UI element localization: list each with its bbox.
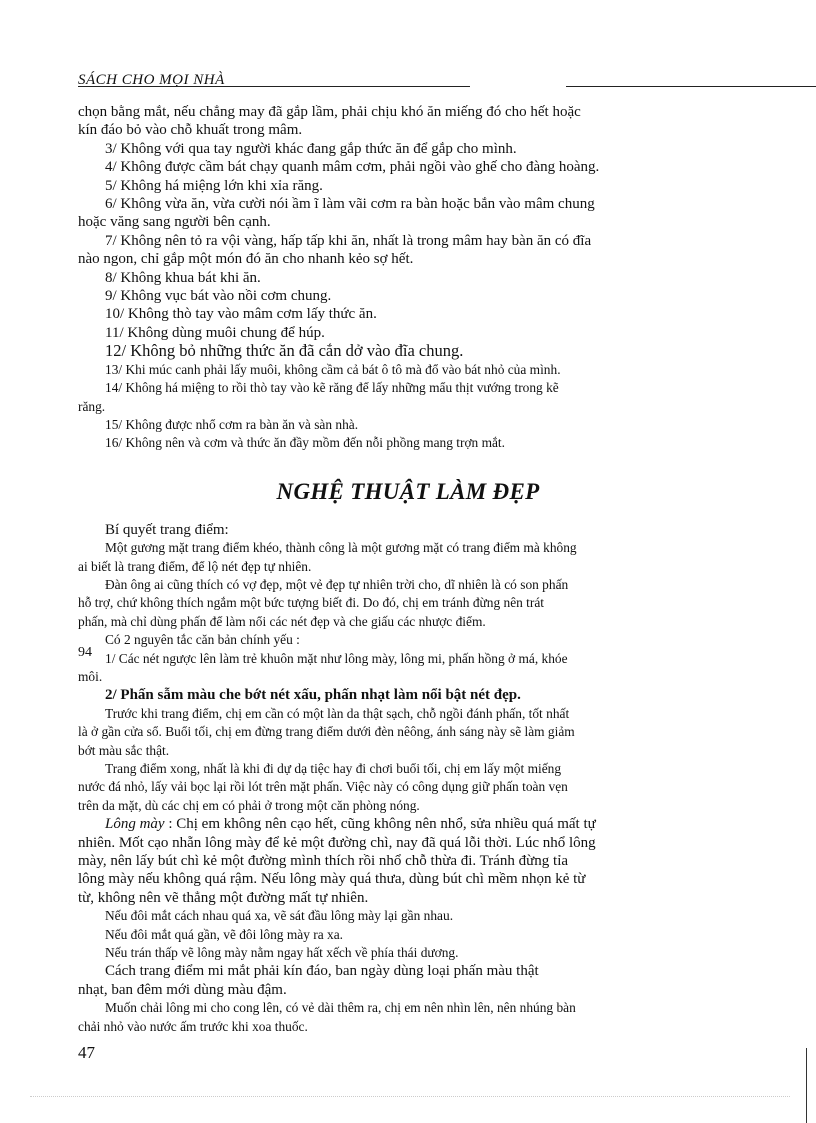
beauty-section-body [78, 521, 738, 1036]
marginal-number: 94 [78, 645, 92, 660]
text-line: 12/ Không bỏ những thức ăn đã cắn dở vào đĩa chung. [105, 342, 464, 361]
text-line: Một gương mặt trang điểm khéo, thành công là một gương mặt có trang điểm mà không [105, 540, 577, 556]
text-line: lông mày nếu không quá rậm. Nếu lông mày quá thưa, dùng bút chì mềm nhọn kẻ từ [78, 871, 586, 888]
text-line: bớt màu sắc thật. [78, 742, 170, 758]
text-line: 4/ Không được cầm bát chạy quanh mâm cơm, phải ngồi vào ghế cho đàng hoàng. [105, 159, 600, 176]
text-line: Đàn ông ai cũng thích có vợ đẹp, một vẻ đẹp tự nhiên trời cho, dĩ nhiên là có son phấn [105, 576, 569, 592]
text-line: Cách trang điểm mi mắt phải kín đáo, ban ngày dùng loại phấn màu thật [105, 963, 539, 980]
text-line: nhiên. Mốt cạo nhẵn lông mày để kẻ một đường chì, nay đã quá lỗi thời. Lúc nhổ lông [78, 834, 596, 851]
text-line: ai biết là trang điểm, để lộ nét đẹp tự nhiên. [78, 558, 312, 574]
text-line: 8/ Không khua bát khi ăn. [105, 269, 261, 286]
text-line: là ở gần cửa sổ. Buổi tối, chị em đừng trang điểm dưới đèn nêông, ánh sáng này sẽ làm giảm [78, 724, 575, 740]
text-line: Trước khi trang điểm, chị em cần có một làn da thật sạch, chỗ ngồi đánh phấn, tốt nhất [105, 705, 570, 721]
text-line: nào ngon, chỉ gắp một món đó ăn cho nhanh kẻo sợ hết. [78, 251, 414, 268]
text-line: trên da mặt, dù các chị em có phải ở trong một căn phòng nóng. [78, 797, 420, 813]
text-line: chải nhỏ vào nước ấm trước khi xoa thuốc. [78, 1018, 308, 1034]
text-line: nước đá nhỏ, lấy vải bọc lại rồi lót trên mặt phấn. Việc này có công dụng giữ phấn toàn vẹn [78, 779, 568, 795]
text-line: Muốn chải lông mi cho cong lên, có vẻ dài thêm ra, chị em nên nhìn lên, nên nhúng bàn [105, 1000, 576, 1016]
bottom-divider [30, 1096, 790, 1097]
text-line: 14/ Không há miệng to rồi thò tay vào kẽ răng để lấy những mẩu thịt vướng trong kẽ [105, 380, 559, 396]
text-line: 2/ Phấn sẫm màu che bớt nét xấu, phấn nhạt làm nổi bật nét đẹp. [105, 687, 521, 704]
text-line: 7/ Không nên tỏ ra vội vàng, hấp tấp khi ăn, nhất là trong mâm hay bàn ăn có đĩa [105, 232, 592, 249]
line-rest: : Chị em không nên cạo hết, cũng không nên nhổ, sửa nhiều quá mất tự [164, 816, 596, 833]
text-line: 13/ Khi múc canh phải lấy muôi, không cầm cả bát ô tô mà đổ vào bát nhỏ của mình. [105, 361, 561, 377]
text-line: chọn bằng mắt, nếu chẳng may đã gắp lầm, phải chịu khó ăn miếng đó cho hết hoặc [78, 104, 581, 120]
text-line: hỗ trợ, chứ không thích ngắm một bức tượng biết đi. Do đó, chị em tránh đừng nên trát [78, 595, 545, 611]
text-line: 16/ Không nên và cơm và thức ăn đầy mồm đến nỗi phồng mang trợn mắt. [105, 435, 505, 451]
header-rule-right [566, 86, 816, 87]
text-line: 11/ Không dùng muôi chung để húp. [105, 324, 325, 341]
text-line: Có 2 nguyên tắc căn bản chính yếu : [105, 632, 300, 648]
text-line: 10/ Không thò tay vào mâm cơm lấy thức ăn. [105, 306, 377, 323]
text-line: kín đáo bỏ vào chỗ khuất trong mâm. [78, 122, 303, 139]
header-rule-left [78, 86, 470, 87]
text-line: 15/ Không được nhổ cơm ra bàn ăn và sàn nhà. [105, 416, 359, 432]
text-line: Bí quyết trang điểm: [105, 521, 229, 538]
etiquette-list [78, 103, 738, 453]
text-line: Nếu đôi mắt quá gần, vẽ đôi lông mày ra xa. [105, 926, 343, 942]
text-line: Nếu trán thấp vẽ lông mày nằm ngay hất xếch về phía thái dương. [105, 945, 459, 961]
text-line: 1/ Các nét ngược lên làm trẻ khuôn mặt như lông mày, lông mi, phấn hồng ở má, khóe [105, 650, 568, 666]
text-line: răng. [78, 398, 106, 414]
page-content [78, 103, 738, 1036]
text-line: mày, nên lấy bút chì kẻ một đường mình thích rồi nhổ chỗ thừa đi. Tránh đừng tỉa [78, 853, 569, 870]
text-line: hoặc văng sang người bên cạnh. [78, 214, 271, 231]
text-line: từ, không nên vẽ thẳng một đường mất tự nhiên. [78, 889, 369, 906]
text-line: môi. [78, 668, 103, 684]
text-line: 5/ Không há miệng lớn khi xỉa răng. [105, 177, 323, 194]
text-line: Nếu đôi mắt cách nhau quá xa, vẽ sát đầu lông mày lại gần nhau. [105, 908, 454, 924]
text-line: Trang điểm xong, nhất là khi đi dự dạ tiệc hay đi chơi buổi tối, chị em lấy một miếng [105, 761, 562, 776]
text-line: nhạt, ban đêm mới dùng màu đậm. [78, 981, 287, 998]
running-header: SÁCH CHO MỌI NHÀ [78, 72, 225, 88]
edge-mark [806, 1048, 816, 1123]
text-line: phấn, mà chỉ dùng phấn để làm nổi các nét đẹp và che giấu các nhược điểm. [78, 613, 486, 629]
page-number: 47 [78, 1043, 95, 1062]
text-line: 9/ Không vục bát vào nồi cơm chung. [105, 288, 332, 305]
section-title: NGHỆ THUẬT LÀM ĐẸP [276, 478, 540, 504]
text-line: 3/ Không với qua tay người khác đang gắp thức ăn để gắp cho mình. [105, 140, 517, 157]
lead-term: Lông mày [105, 816, 165, 833]
text-line: 6/ Không vừa ăn, vừa cười nói ầm ĩ làm vãi cơm ra bàn hoặc bắn vào mâm chung [105, 196, 595, 213]
text-line [78, 815, 738, 833]
